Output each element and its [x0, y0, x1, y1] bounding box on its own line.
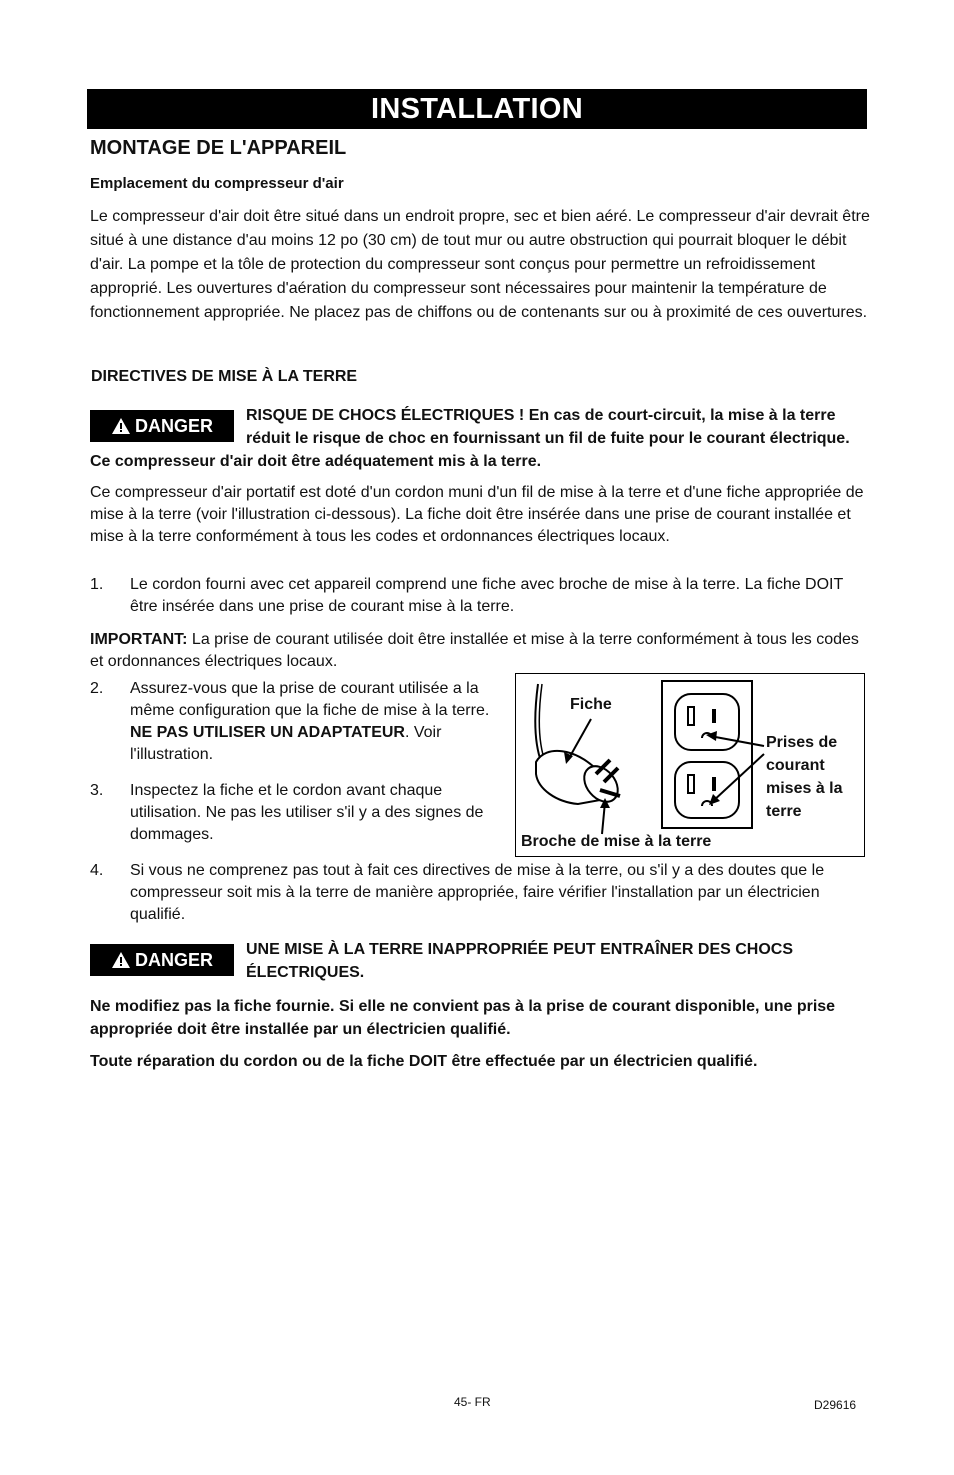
page-title-banner — [87, 89, 867, 129]
document-code: D29616 — [814, 1398, 857, 1412]
pin-label: Broche de mise à la terre — [521, 833, 712, 850]
important-text: La prise de courant utilisée doit être installée et mise à la terre conformément à tous les codes et ordonnances électriques locaux. — [90, 631, 859, 670]
danger-text-2: UNE MISE À LA TERRE INAPPROPRIÉE PEUT ENTRAÎNER DES CHOCS ÉLECTRIQUES. — [246, 941, 794, 981]
list-text-part: . Voir l'illustration. — [130, 724, 442, 763]
section-heading: MONTAGE DE L'APPAREIL — [90, 137, 347, 159]
list-text: Si vous ne comprenez pas tout à fait ces directives de mise à la terre, ou s'il y a des doutes que le compresseur soit mis à la terre de manière appropriée, faire vérifier l'installation par un électricien qualifié. — [130, 862, 825, 923]
list-item-1 — [90, 574, 850, 618]
important-note — [90, 629, 870, 673]
page-number: 45- FR — [454, 1395, 491, 1409]
grounding-intro: Ce compresseur d'air portatif est doté d'un cordon muni d'un fil de mise à la terre et d'une fiche appropriée de mise à la terre (voir l'illustration ci-dessous). La fiche doit être insérée dans une prise de courant installée et mise à la terre conformément à tous les codes et ordonnances électriques locaux. — [90, 484, 864, 545]
important-label: IMPORTANT: — [90, 631, 188, 648]
list-item-2 — [90, 678, 510, 766]
list-number: 3. — [90, 782, 104, 799]
outlet-label: Prises de courant mises à la terre — [766, 734, 843, 820]
grounding-figure — [515, 673, 865, 857]
page-title: INSTALLATION — [371, 93, 583, 125]
danger-block-1 — [90, 404, 870, 473]
danger-badge — [90, 944, 234, 976]
list-number: 2. — [90, 680, 104, 697]
list-item-4 — [90, 860, 870, 926]
location-paragraph: Le compresseur d'air doit être situé dans un endroit propre, sec et bien aéré. Le compresseur d'air devrait être situé à une distance d'au moins 12 po (30 cm) de tout mur ou autre obstruction qui pourrait bloquer le débit d'air. La pompe et la tôle de protection du compresseur sont conçus pour permettre un refroidissement approprié. Les ouvertures d'aération du compresseur sont nécessaires pour maintenir la température de fonctionnement appropriée. Ne placez pas de chiffons ou de contenants sur ou à proximité de ces ouvertures. — [90, 208, 870, 321]
list-text: Inspectez la fiche et le cordon avant chaque utilisation. Ne pas les utiliser s'il y a des signes de dommages. — [130, 782, 484, 843]
grounding-heading: DIRECTIVES DE MISE À LA TERRE — [91, 368, 358, 385]
list-number: 4. — [90, 862, 104, 879]
danger-badge — [90, 410, 234, 442]
location-heading: Emplacement du compresseur d'air — [90, 175, 344, 192]
list-text: Le cordon fourni avec cet appareil comprend une fiche avec broche de mise à la terre. La fiche DOIT être insérée dans une prise de courant mise à la terre. — [130, 576, 843, 615]
danger-block-2 — [90, 938, 870, 984]
warning-triangle-icon — [111, 417, 131, 435]
warning-triangle-icon — [111, 951, 131, 969]
no-adapter-warning: NE PAS UTILISER UN ADAPTATEUR — [130, 724, 405, 741]
list-text — [130, 678, 510, 766]
danger-label: DANGER — [134, 416, 213, 436]
warning-repair: Toute réparation du cordon ou de la fiche DOIT être effectuée par un électricien qualifié. — [90, 1053, 758, 1070]
danger-label: DANGER — [134, 950, 213, 970]
danger-text-1: RISQUE DE CHOCS ÉLECTRIQUES ! En cas de court-circuit, la mise à la terre réduit le risque de choc en fournissant un fil de fuite pour le courant électrique. Ce compresseur d'air doit être adéquatement mis à la terre. — [90, 407, 850, 470]
list-item-3 — [90, 780, 510, 846]
plug-label: Fiche — [570, 696, 612, 713]
warning-modify-plug: Ne modifiez pas la fiche fournie. Si elle ne convient pas à la prise de courant disponible, une prise appropriée doit être installée par un électricien qualifié. — [90, 998, 836, 1038]
list-number: 1. — [90, 576, 104, 593]
list-text-part: Assurez-vous que la prise de courant utilisée a la même configuration que la fiche de mise à la terre. — [130, 680, 490, 719]
